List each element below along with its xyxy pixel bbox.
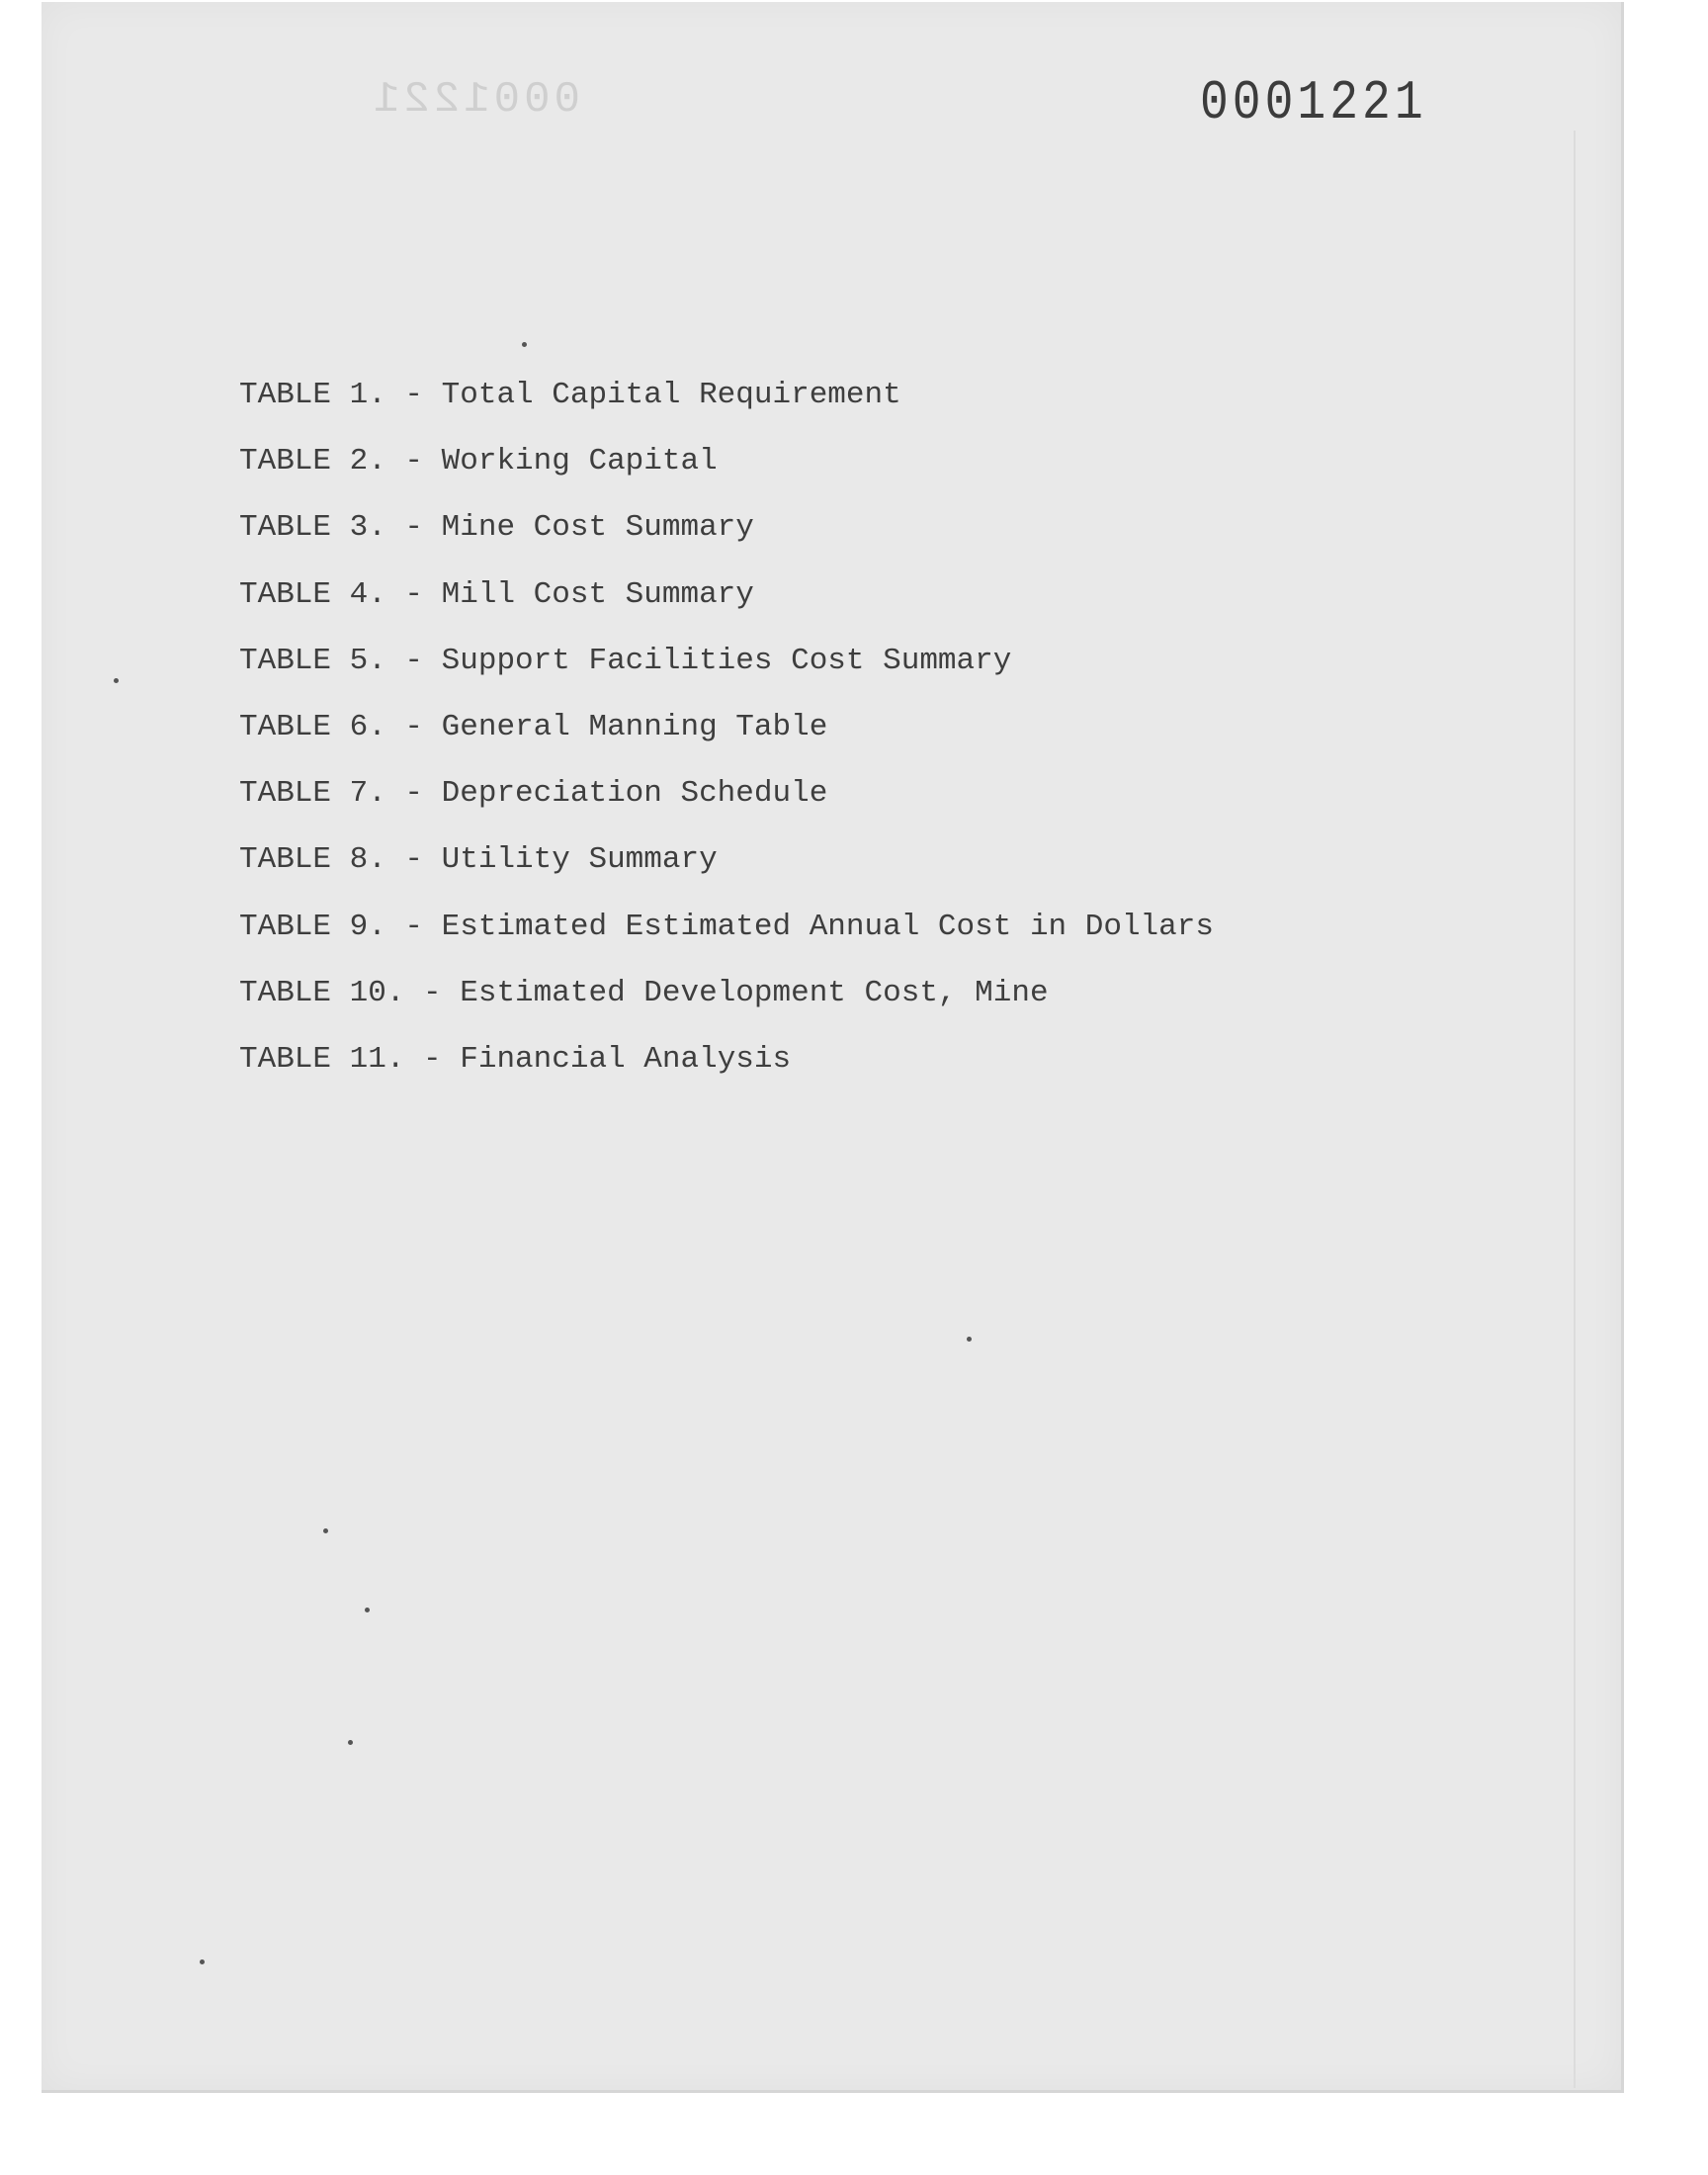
scan-speck: [114, 678, 119, 683]
table-label: TABLE 10.: [239, 975, 405, 1010]
table-title: General Manning Table: [441, 709, 828, 744]
table-list-item: TABLE 9. - Estimated Estimated Annual Cost in Dollars: [239, 909, 1214, 944]
scan-speck: [348, 1740, 353, 1745]
table-list-item: TABLE 7. - Depreciation Schedule: [239, 776, 828, 812]
table-title: Support Facilities Cost Summary: [441, 643, 1012, 678]
table-title: Total Capital Requirement: [441, 378, 901, 412]
table-title: Mine Cost Summary: [441, 510, 754, 546]
table-list-item: TABLE 5. - Support Facilities Cost Summary: [239, 643, 1012, 678]
table-list-item: TABLE 11. - Financial Analysis: [239, 1041, 792, 1077]
scan-speck: [323, 1528, 328, 1533]
scan-edge-line: [1574, 130, 1576, 2088]
scan-speck: [967, 1337, 972, 1342]
table-label: TABLE 5.: [239, 643, 386, 678]
table-label: TABLE 4.: [239, 576, 386, 612]
table-label: TABLE 2.: [239, 444, 386, 479]
table-list-item: TABLE 3. - Mine Cost Summary: [239, 510, 754, 546]
table-title: Estimated Estimated Annual Cost in Dollars: [441, 909, 1214, 944]
document-number: 0001221: [1200, 73, 1427, 135]
table-label: TABLE 7.: [239, 776, 386, 812]
scan-speck: [522, 342, 527, 347]
table-label: TABLE 1.: [239, 378, 386, 412]
table-list-item: TABLE 10. - Estimated Development Cost, Mine: [239, 975, 1049, 1010]
table-label: TABLE 6.: [239, 709, 386, 744]
scan-speck: [365, 1608, 370, 1612]
table-title: Financial Analysis: [460, 1041, 792, 1077]
table-title: Estimated Development Cost, Mine: [460, 975, 1049, 1010]
bleed-through-number: 0001221: [370, 75, 580, 125]
scan-speck: [200, 1959, 205, 1964]
table-title: Utility Summary: [441, 842, 718, 878]
table-label: TABLE 9.: [239, 909, 386, 944]
table-list-item: TABLE 2. - Working Capital: [239, 444, 718, 479]
table-label: TABLE 8.: [239, 842, 386, 878]
table-list-item: TABLE 4. - Mill Cost Summary: [239, 576, 754, 612]
scanned-page: [42, 2, 1624, 2093]
table-list-item: TABLE 6. - General Manning Table: [239, 709, 828, 744]
table-label: TABLE 3.: [239, 510, 386, 546]
table-title: Depreciation Schedule: [441, 776, 828, 812]
table-title: Mill Cost Summary: [441, 576, 754, 612]
table-label: TABLE 11.: [239, 1041, 405, 1077]
table-list-item: TABLE 8. - Utility Summary: [239, 842, 718, 878]
table-list: [239, 376, 1214, 1106]
table-list-item: TABLE 1. - Total Capital Requirement: [239, 378, 901, 412]
table-title: Working Capital: [441, 444, 718, 479]
